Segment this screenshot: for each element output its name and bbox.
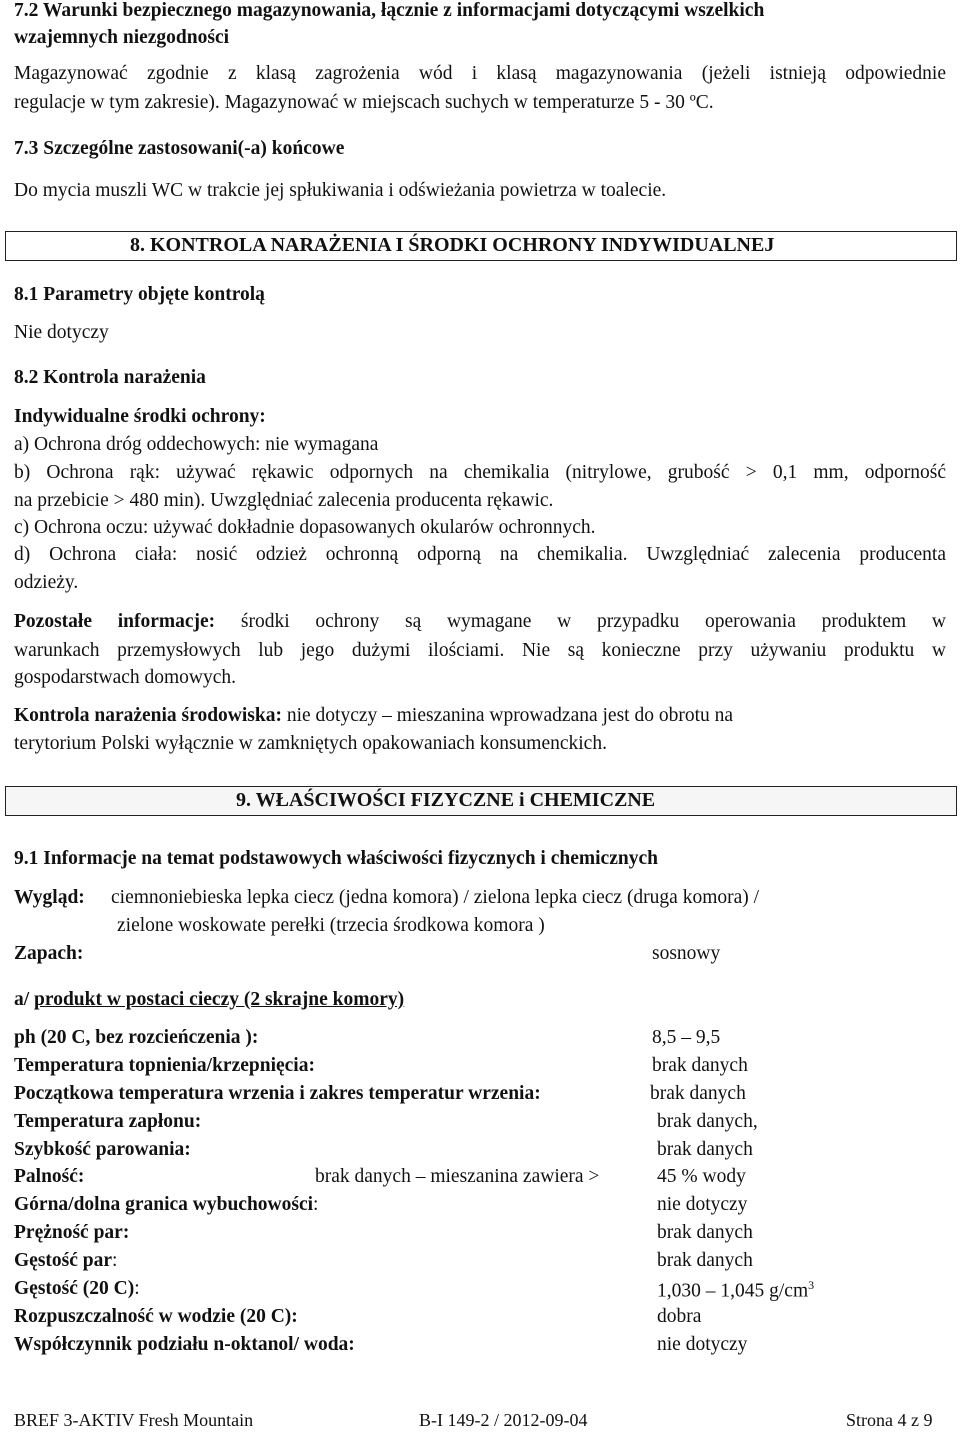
prop-label-flash-point: Temperatura zapłonu: [14, 1111, 202, 1132]
section-7-2-text-cont: regulacje w tym zakresie). Magazynować w miejscach suchych w temperaturze 5 - 30 ºC. [14, 92, 714, 113]
prop-value-partition-coefficient: nie dotyczy [657, 1334, 748, 1355]
prop-value-solubility: dobra [657, 1306, 702, 1327]
prop-value-density [657, 1278, 814, 1303]
prop-value-explosive-limits: nie dotyczy [657, 1194, 748, 1215]
section-8-2-heading: 8.2 Kontrola narażenia [14, 367, 206, 388]
appearance-label: Wygląd: [14, 887, 85, 908]
prop-label-melting: Temperatura topnienia/krzepnięcia: [14, 1055, 315, 1076]
prop-value-density-text: 1,030 – 1,045 g/cm [657, 1280, 809, 1302]
prop-label-evaporation: Szybkość parowania: [14, 1139, 191, 1160]
prop-label-partition-coefficient: Współczynnik podziału n-oktanol/ woda: [14, 1334, 355, 1355]
appearance-value: ciemnoniebieska lepka ciecz (jedna komora) / zielona lepka ciecz (druga komora) / [111, 887, 760, 908]
other-info [14, 611, 946, 633]
prop-label-solubility: Rozpuszczalność w wodzie (20 C): [14, 1306, 298, 1327]
footer-page-number: Strona 4 z 9 [846, 1410, 933, 1430]
prop-value-evaporation: brak danych [657, 1139, 753, 1160]
section-9-title: 9. WŁAŚCIWOŚCI FIZYCZNE i CHEMICZNE [236, 789, 656, 811]
env-control-cont: terytorium Polski wyłącznie w zamkniętych opakowaniach konsumenckich. [14, 733, 607, 754]
ppe-respiratory: a) Ochrona dróg oddechowych: nie wymagana [14, 434, 379, 455]
section-9-1-heading: 9.1 Informacje na temat podstawowych właściwości fizycznych i chemicznych [14, 848, 658, 869]
prop-label-density-colon: : [134, 1278, 140, 1299]
liquid-heading [14, 989, 404, 1011]
footer-product: BREF 3-AKTIV Fresh Mountain [14, 1410, 254, 1430]
odour-label: Zapach: [14, 943, 84, 964]
section-7-3-text: Do mycia muszli WC w trakcie jej spłukiwania i odświeżania powietrza w toalecie. [14, 180, 667, 201]
prop-value-density-exponent: 3 [808, 1278, 815, 1292]
ppe-hands: b) Ochrona rąk: używać rękawic odpornych na chemikalia (nitrylowe, grubość > 0,1 mm, odporność [14, 462, 946, 483]
prop-label-vapour-density-colon: : [112, 1250, 118, 1271]
section-8-1-heading: 8.1 Parametry objęte kontrolą [14, 284, 265, 305]
ppe-heading: Indywidualne środki ochrony: [14, 406, 266, 427]
env-control-text: nie dotyczy – mieszanina wprowadzana jest do obrotu na [281, 705, 734, 726]
prop-value-vapour-pressure: brak danych [657, 1222, 753, 1243]
prop-label-flammability: Palność: [14, 1166, 85, 1187]
prop-value-vapour-density: brak danych [657, 1250, 753, 1271]
appearance-value-cont: zielone woskowate perełki (trzecia środkowa komora ) [117, 915, 545, 936]
prop-label-density [14, 1278, 140, 1300]
section-8-1-text: Nie dotyczy [14, 322, 109, 343]
other-info-cont2: gospodarstwach domowych. [14, 667, 237, 688]
ppe-body: d) Ochrona ciała: nosić odzież ochronną odporną na chemikalia. Uwzględniać zalecenia producenta [14, 544, 946, 565]
prop-label-vapour-density-text: Gęstość par [14, 1250, 113, 1271]
liquid-heading-text: produkt w postaci cieczy (2 skrajne komory) [34, 989, 405, 1010]
env-control-label: Kontrola narażenia środowiska: [14, 705, 282, 726]
prop-label-vapour-pressure: Prężność par: [14, 1222, 130, 1243]
prop-value-flammability: 45 % wody [657, 1166, 746, 1187]
section-8-title-box [5, 231, 957, 261]
other-info-text: środki ochrony są wymagane w przypadku operowania produktem w [215, 611, 946, 632]
section-9-title-box [5, 786, 957, 816]
env-control [14, 705, 733, 727]
liquid-heading-prefix: a/ [14, 989, 35, 1010]
prop-label-boiling: Początkowa temperatura wrzenia i zakres temperatur wrzenia: [14, 1083, 541, 1104]
prop-mid-flammability: brak danych – mieszanina zawiera > [315, 1166, 600, 1187]
section-7-2-heading: 7.2 Warunki bezpiecznego magazynowania, łącznie z informacjami dotyczącymi wszelkich [14, 0, 765, 21]
prop-label-explosive-limits [14, 1194, 318, 1216]
prop-value-melting: brak danych [652, 1055, 748, 1076]
odour-value: sosnowy [652, 943, 721, 964]
other-info-cont: warunkach przemysłowych lub jego dużymi ilościami. Nie są konieczne przy używaniu produktu w [14, 640, 946, 661]
prop-label-explosive-limits-colon: : [313, 1194, 319, 1215]
ppe-body-cont: odzieży. [14, 572, 79, 593]
section-7-2-text: Magazynować zgodnie z klasą zagrożenia wód i klasą magazynowania (jeżeli istnieją odpowiednie [14, 63, 946, 84]
section-8-title: 8. KONTROLA NARAŻENIA I ŚRODKI OCHRONY INDYWIDUALNEJ [130, 234, 775, 256]
section-7-2-heading-cont: wzajemnych niezgodności [14, 27, 230, 48]
prop-label-density-text: Gęstość (20 C) [14, 1278, 135, 1299]
footer-document-id: B-I 149-2 / 2012-09-04 [419, 1410, 588, 1430]
other-info-label: Pozostałe informacje: [14, 611, 216, 632]
section-7-3-heading: 7.3 Szczególne zastosowani(-a) końcowe [14, 138, 345, 159]
ppe-eyes: c) Ochrona oczu: używać dokładnie dopasowanych okularów ochronnych. [14, 517, 596, 538]
prop-value-flash-point: brak danych, [657, 1111, 758, 1132]
prop-value-boiling: brak danych [650, 1083, 746, 1104]
prop-value-ph: 8,5 – 9,5 [652, 1027, 721, 1048]
prop-label-vapour-density [14, 1250, 117, 1272]
ppe-hands-cont: na przebicie > 480 min). Uwzględniać zalecenia producenta rękawic. [14, 490, 554, 511]
prop-label-ph: ph (20 C, bez rozcieńczenia ): [14, 1027, 259, 1048]
prop-label-explosive-limits-text: Górna/dolna granica wybuchowości [14, 1194, 314, 1215]
